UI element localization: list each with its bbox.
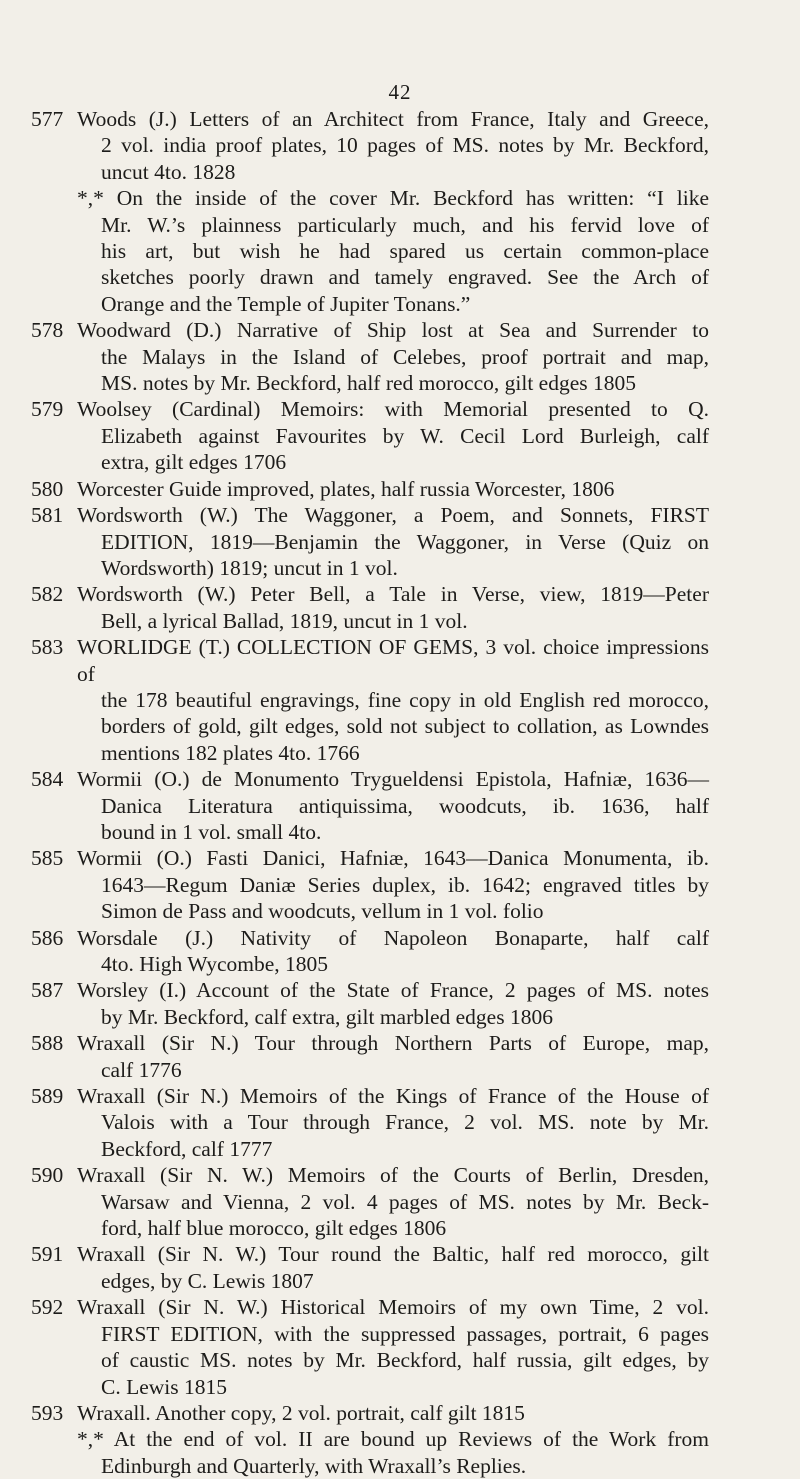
- lot-number: 583: [31, 635, 64, 660]
- lot-number: 580: [31, 476, 64, 501]
- entry-line: mentions 182 plates 4to. 1766: [101, 740, 360, 765]
- entry-line: FIRST EDITION, with the suppressed passages, portrait, 6 pages: [101, 1321, 709, 1346]
- lot-number: 586: [31, 925, 64, 950]
- catalogue-entry: [0, 396, 800, 475]
- entry-line: 4to. High Wycombe, 1805: [101, 952, 329, 976]
- entry-line: *,* On the inside of the cover Mr. Beckford has written: “I like: [77, 186, 709, 211]
- entry-line: 2 vol. india proof plates, 10 pages of MS. notes by Mr. Beckford,: [101, 133, 709, 158]
- entry-line: Elizabeth against Favourites by W. Cecil Lord Burleigh, calf: [101, 423, 709, 448]
- lot-number: 587: [31, 978, 64, 1003]
- lot-number: 578: [31, 318, 64, 343]
- catalogue-entry: [0, 1294, 800, 1400]
- entry-line: the Malays in the Island of Celebes, proof portrait and map,: [101, 344, 709, 369]
- entry-line: Wraxall (Sir N.) Memoirs of the Kings of France of the House of: [77, 1084, 709, 1109]
- entry-line: Wordsworth (W.) Peter Bell, a Tale in Verse, view, 1819—Peter: [77, 582, 709, 607]
- entry-line: Bell, a lyrical Ballad, 1819, uncut in 1 vol.: [101, 608, 468, 633]
- catalogue-entry: [0, 106, 800, 185]
- lot-number: 589: [31, 1084, 64, 1109]
- entry-line: Valois with a Tour through France, 2 vol. MS. note by Mr.: [101, 1110, 709, 1135]
- entry-line: uncut 4to. 1828: [101, 159, 236, 184]
- entry-line: Woods (J.) Letters of an Architect from France, Italy and Greece,: [77, 107, 709, 131]
- entry-line: bound in 1 vol. small 4to.: [101, 819, 322, 844]
- entry-line: extra, gilt edges 1706: [101, 450, 287, 475]
- catalogue-entry: [0, 1083, 800, 1162]
- lot-number: 579: [31, 397, 64, 422]
- entry-line: Wormii (O.) Fasti Danici, Hafniæ, 1643—Danica Monumenta, ib.: [77, 846, 709, 871]
- entry-line: of caustic MS. notes by Mr. Beckford, half russia, gilt edges, by: [101, 1348, 709, 1373]
- entry-line: his art, but wish he had spared us certain common-place: [101, 239, 709, 264]
- lot-number: 588: [31, 1031, 64, 1056]
- entry-line: Worsley (I.) Account of the State of France, 2 pages of MS. notes: [77, 978, 709, 1003]
- lot-number: 582: [31, 582, 64, 607]
- catalogue-entry: [0, 1400, 800, 1426]
- entry-line: Worcester Guide improved, plates, half russia Worcester, 1806: [77, 476, 615, 501]
- catalogue-note: [0, 185, 800, 317]
- lot-number: 593: [31, 1400, 64, 1425]
- entry-line: Worsdale (J.) Nativity of Napoleon Bonaparte, half calf: [77, 925, 709, 950]
- catalogue-entry: [0, 1030, 800, 1083]
- catalogue-entry: [0, 502, 800, 581]
- entry-line: Wraxall (Sir N. W.) Historical Memoirs of my own Time, 2 vol.: [77, 1295, 709, 1320]
- entry-line: ford, half blue morocco, gilt edges 1806: [101, 1216, 447, 1241]
- entry-line: Wraxall (Sir N. W.) Memoirs of the Courts of Berlin, Dresden,: [77, 1163, 709, 1188]
- entry-line: calf 1776: [101, 1057, 182, 1082]
- entry-line: *,* At the end of vol. II are bound up Reviews of the Work from: [77, 1427, 709, 1452]
- catalogue-entry: [0, 634, 800, 766]
- lot-number: 585: [31, 846, 64, 871]
- catalogue-entry: [0, 317, 800, 396]
- entry-line: edges, by C. Lewis 1807: [101, 1268, 314, 1293]
- lot-number: 590: [31, 1163, 64, 1188]
- entry-line: by Mr. Beckford, calf extra, gilt marbled edges 1806: [101, 1004, 553, 1029]
- catalogue-note: [0, 1426, 800, 1479]
- entry-line: Simon de Pass and woodcuts, vellum in 1 vol. folio: [101, 899, 544, 924]
- entry-line: EDITION, 1819—Benjamin the Waggoner, in Verse (Quiz on: [101, 529, 709, 554]
- entry-line: Beckford, calf 1777: [101, 1136, 273, 1161]
- catalogue-entry: [0, 977, 800, 1030]
- entry-line: WORLIDGE (T.) COLLECTION OF GEMS, 3 vol. choice impressions of: [77, 635, 709, 686]
- entry-line: Wormii (O.) de Monumento Trygueldensi Epistola, Hafniæ, 1636—: [77, 767, 709, 792]
- lot-number: 584: [31, 767, 64, 792]
- entry-line: Mr. W.’s plainness particularly much, and his fervid love of: [101, 212, 709, 237]
- catalogue-entry: [0, 925, 800, 978]
- entry-line: Wraxall (Sir N.) Tour through Northern Parts of Europe, map,: [77, 1031, 709, 1056]
- entry-line: Woolsey (Cardinal) Memoirs: with Memorial presented to Q.: [77, 397, 709, 422]
- catalogue-entry: [0, 766, 800, 845]
- entry-line: Warsaw and Vienna, 2 vol. 4 pages of MS. notes by Mr. Beck-: [101, 1189, 709, 1214]
- lot-number: 591: [31, 1242, 64, 1267]
- entry-line: the 178 beautiful engravings, fine copy in old English red morocco,: [101, 687, 709, 712]
- entry-line: Edinburgh and Quarterly, with Wraxall’s Replies.: [101, 1453, 527, 1478]
- lot-number: 592: [31, 1295, 64, 1320]
- catalogue-entry: [0, 1241, 800, 1294]
- entry-line: Danica Literatura antiquissima, woodcuts, ib. 1636, half: [101, 793, 709, 818]
- entry-line: Wraxall. Another copy, 2 vol. portrait, calf gilt 1815: [77, 1400, 525, 1425]
- catalogue-entry: [0, 476, 800, 502]
- catalogue-entry: [0, 1162, 800, 1241]
- page-number: 42: [388, 80, 412, 104]
- entry-line: Wordsworth) 1819; uncut in 1 vol.: [101, 555, 398, 580]
- entry-line: Wraxall (Sir N. W.) Tour round the Baltic, half red morocco, gilt: [77, 1242, 709, 1267]
- entry-line: Woodward (D.) Narrative of Ship lost at Sea and Surrender to: [77, 318, 709, 343]
- catalogue-entry: [0, 581, 800, 634]
- entry-line: Wordsworth (W.) The Waggoner, a Poem, and Sonnets, FIRST: [77, 503, 709, 528]
- entry-line: MS. notes by Mr. Beckford, half red morocco, gilt edges 1805: [101, 371, 637, 396]
- entry-line: sketches poorly drawn and tamely engraved. See the Arch of: [101, 265, 709, 290]
- catalogue-entry: [0, 845, 800, 924]
- entry-line: C. Lewis 1815: [101, 1374, 228, 1399]
- entry-line: Orange and the Temple of Jupiter Tonans.”: [101, 291, 471, 316]
- entry-line: 1643—Regum Daniæ Series duplex, ib. 1642; engraved titles by: [101, 872, 709, 897]
- lot-number: 577: [31, 107, 64, 131]
- entry-line: borders of gold, gilt edges, sold not subject to collation, as Lowndes: [101, 714, 709, 739]
- catalogue-entries: [0, 106, 800, 1479]
- lot-number: 581: [31, 503, 64, 528]
